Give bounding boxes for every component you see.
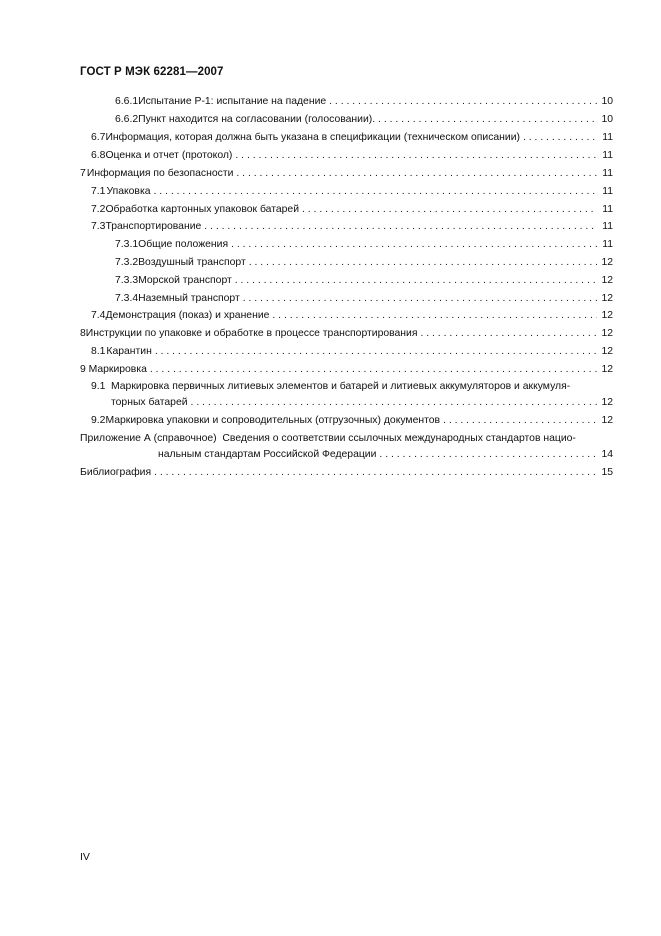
toc-number: Приложение А (справочное) [80, 433, 217, 444]
toc-entry[interactable] [115, 238, 613, 251]
toc-page: 12 [601, 328, 613, 339]
toc-entry[interactable] [91, 309, 613, 322]
toc-page: 11 [602, 221, 613, 232]
toc-page: 12 [601, 275, 613, 286]
toc-page: 14 [601, 449, 613, 460]
toc-leader [443, 414, 597, 427]
toc-page: 10 [601, 96, 613, 107]
toc-page: 12 [601, 415, 613, 426]
toc-entry[interactable] [91, 414, 613, 427]
toc-page: 12 [601, 293, 613, 304]
toc-number: 7.2 [91, 204, 106, 215]
toc-entry[interactable] [80, 327, 613, 340]
toc-title: Упаковка [106, 186, 151, 197]
page-number: IV [80, 851, 90, 863]
toc-entry[interactable] [91, 131, 613, 144]
toc-number: 7.3.3 [115, 275, 139, 286]
toc-leader [523, 131, 597, 144]
toc-page: 10 [601, 114, 613, 125]
toc-entry[interactable] [80, 363, 613, 376]
toc-entry[interactable] [80, 167, 613, 180]
toc-number: 6.7 [91, 132, 106, 143]
toc-title: торных батарей [111, 397, 188, 408]
toc-title: Маркировка упаковки и сопроводительных (отгрузочных) документов [105, 415, 441, 426]
toc-entry[interactable] [115, 256, 613, 269]
toc-page: 12 [601, 310, 613, 321]
toc-title: Воздушный транспорт [138, 257, 246, 268]
toc-entry[interactable] [115, 95, 613, 108]
toc-number: 6.8 [91, 150, 106, 161]
toc-leader [420, 327, 597, 340]
toc-title: Инструкции по упаковке и обработке в процессе транспортирования [85, 328, 418, 339]
toc-title: Карантин [106, 346, 152, 357]
toc-entry[interactable] [91, 345, 613, 358]
page-header: ГОСТ Р МЭК 62281—2007 [80, 66, 224, 78]
toc-entry-first-line[interactable] [91, 380, 570, 393]
toc-leader [235, 274, 597, 287]
toc-leader [235, 149, 597, 162]
toc-title: Испытание Р-1: испытание на падение [138, 96, 327, 107]
toc-leader [155, 345, 597, 358]
toc-page: 12 [601, 364, 613, 375]
toc-leader [236, 167, 597, 180]
toc-title: Общие положения [138, 239, 229, 250]
toc-leader [272, 309, 597, 322]
toc-title: Обработка картонных упаковок батарей [105, 204, 299, 215]
toc-title: Наземный транспорт [138, 293, 240, 304]
toc-number: 8.1 [91, 346, 106, 357]
toc-number: 7 [80, 168, 86, 179]
toc-page: 12 [601, 346, 613, 357]
toc-page: 11 [602, 150, 613, 161]
toc-entry[interactable] [91, 220, 613, 233]
toc-number: 6.6.2 [115, 114, 139, 125]
toc-title: нальным стандартам Российской Федерации [158, 449, 377, 460]
toc-page: 11 [602, 168, 613, 179]
toc-entry[interactable] [91, 149, 613, 162]
toc-entry[interactable] [111, 396, 613, 409]
toc-title: Маркировка [88, 364, 147, 375]
toc-entry[interactable] [158, 448, 613, 461]
toc-number: 8 [80, 328, 86, 339]
toc-leader [378, 113, 597, 126]
toc-leader [231, 238, 597, 251]
toc-leader [243, 292, 597, 305]
toc-entry[interactable] [115, 274, 613, 287]
toc-title: Морской транспорт [138, 275, 232, 286]
toc-leader [154, 185, 598, 198]
toc-leader [379, 448, 597, 461]
toc-number: 9 [80, 364, 86, 375]
toc-page: 12 [601, 397, 613, 408]
toc-page: 11 [602, 186, 613, 197]
toc-entry-first-line[interactable] [80, 432, 576, 445]
toc-leader [329, 95, 597, 108]
toc-number: 7.1 [91, 186, 106, 197]
toc-title: Демонстрация (показ) и хранение [105, 310, 270, 321]
toc-page: 15 [601, 467, 613, 478]
toc-entry[interactable] [80, 466, 613, 479]
toc-leader [204, 220, 597, 233]
toc-number: 9.2 [91, 415, 106, 426]
toc-number: 6.6.1 [115, 96, 139, 107]
toc-title-line1: Сведения о соответствии ссылочных международных стандартов нацио- [222, 433, 576, 444]
toc-leader [154, 466, 597, 479]
toc-title: Библиография [80, 467, 152, 478]
toc-entry[interactable] [91, 185, 613, 198]
toc-title: Информация, которая должна быть указана в спецификации (техническом описании) [105, 132, 520, 143]
toc-title: Транспортирование [105, 221, 202, 232]
toc-leader [150, 363, 597, 376]
toc-title: Оценка и отчет (протокол) [105, 150, 233, 161]
toc-page: 11 [602, 132, 613, 143]
toc-number: 7.3.1 [115, 239, 139, 250]
toc-page: 11 [602, 204, 613, 215]
toc-page: 12 [601, 257, 613, 268]
toc-number: 7.3.2 [115, 257, 139, 268]
toc-page: 11 [602, 239, 613, 250]
toc-entry[interactable] [115, 113, 613, 126]
toc-title: Информация по безопасности [86, 168, 234, 179]
toc-entry[interactable] [91, 203, 613, 216]
toc-number: 9.1 [91, 381, 106, 392]
toc-number: 7.3.4 [115, 293, 139, 304]
toc-leader [191, 396, 597, 409]
toc-leader [249, 256, 597, 269]
toc-number: 7.3 [91, 221, 106, 232]
toc-number: 7.4 [91, 310, 106, 321]
toc-leader [302, 203, 597, 216]
toc-title: Пункт находится на согласовании (голосовании). [138, 114, 376, 125]
toc-title-line1: Маркировка первичных литиевых элементов и батарей и литиевых аккумуляторов и аккумуля- [111, 381, 571, 392]
toc-entry[interactable] [115, 292, 613, 305]
